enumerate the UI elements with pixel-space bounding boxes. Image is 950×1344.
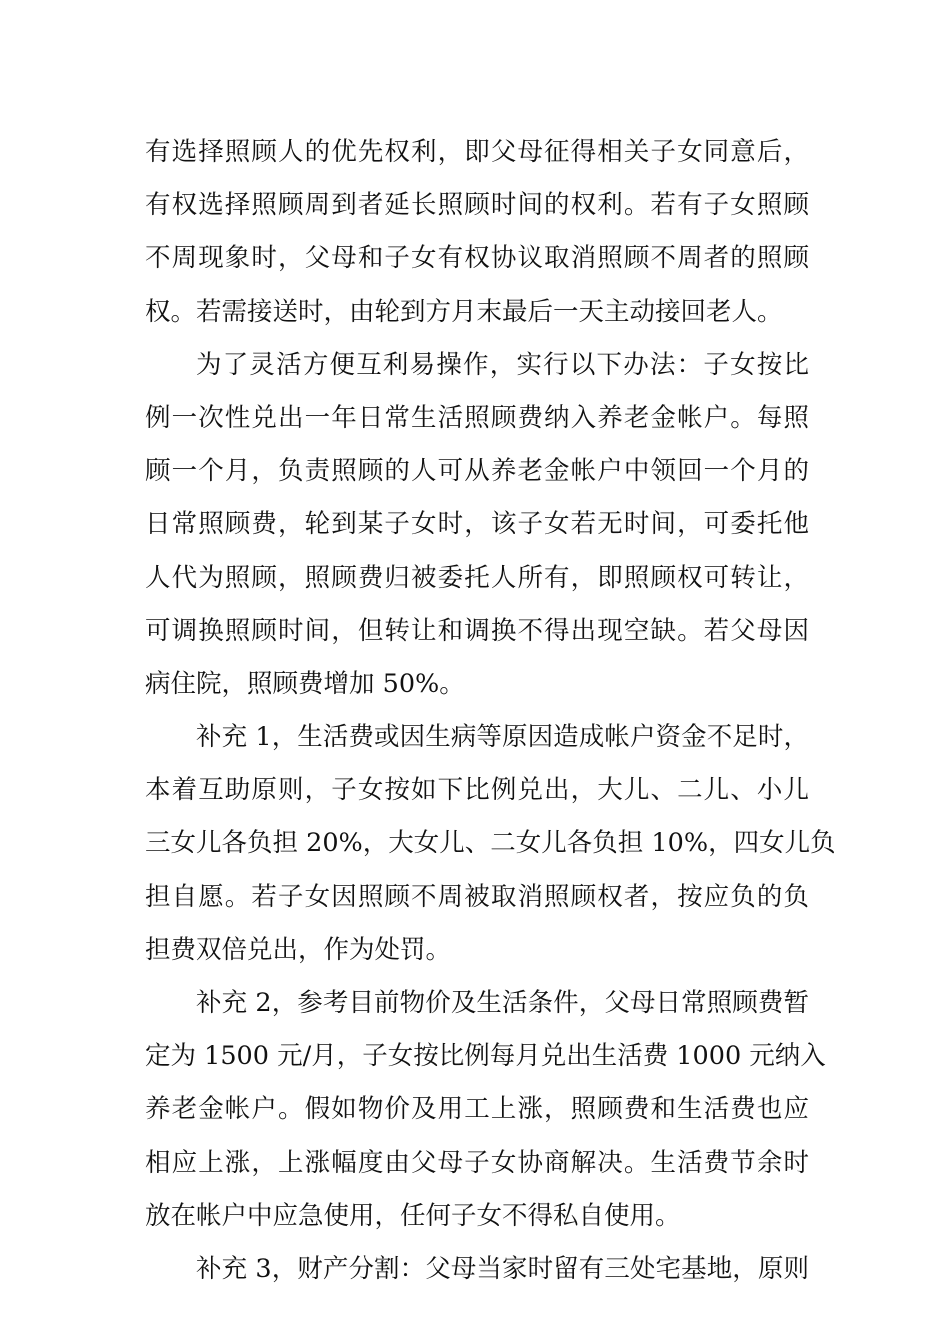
text-line: 养老金帐户。假如物价及用工上涨，照顾费和生活费也应 — [145, 1094, 809, 1125]
text-line: 放在帐户中应急使用，任何子女不得私自使用。 — [145, 1200, 681, 1231]
text-line: 定为 1500 元/月，子女按比例每月兑出生活费 1000 元纳入 — [145, 1041, 826, 1072]
paragraph-5 — [145, 1243, 809, 1296]
paragraph-3 — [145, 711, 836, 977]
text-line: 有权选择照顾周到者延长照顾时间的权利。若有子女照顾 — [145, 190, 809, 221]
text-line: 可调换照顾时间，但转让和调换不得出现空缺。若父母因 — [145, 615, 809, 646]
text-line: 病住院，照顾费增加 50%。 — [145, 668, 465, 699]
paragraph-2 — [145, 339, 809, 711]
text-line: 有选择照顾人的优先权利，即父母征得相关子女同意后， — [145, 137, 809, 167]
text-line: 例一次性兑出一年日常生活照顾费纳入养老金帐户。每照 — [145, 402, 809, 433]
text-line: 补充 1，生活费或因生病等原因造成帐户资金不足时， — [196, 722, 809, 753]
text-line: 不周现象时，父母和子女有权协议取消照顾不周者的照顾 — [145, 243, 809, 274]
text-line: 顾一个月，负责照顾的人可从养老金帐户中领回一个月的 — [145, 456, 809, 487]
text-line: 为了灵活方便互利易操作，实行以下办法：子女按比 — [196, 349, 809, 380]
paragraph-4 — [145, 977, 826, 1243]
text-line: 相应上涨，上涨幅度由父母子女协商解决。生活费节余时 — [145, 1147, 809, 1178]
text-line: 担费双倍兑出，作为处罚。 — [145, 934, 452, 965]
text-line: 人代为照顾，照顾费归被委托人所有，即照顾权可转让， — [145, 562, 809, 593]
text-line: 担自愿。若子女因照顾不周被取消照顾权者，按应负的负 — [145, 881, 809, 912]
text-line: 补充 3，财产分割：父母当家时留有三处宅基地，原则 — [196, 1253, 809, 1284]
text-line: 日常照顾费，轮到某子女时，该子女若无时间，可委托他 — [145, 509, 809, 540]
text-line: 权。若需接送时，由轮到方月末最后一天主动接回老人。 — [145, 296, 783, 327]
paragraph-1 — [145, 126, 809, 339]
text-line: 三女儿各负担 20%，大女儿、二女儿各负担 10%，四女儿负 — [145, 828, 836, 859]
document-body — [145, 126, 836, 1296]
text-line: 补充 2，参考目前物价及生活条件，父母日常照顾费暂 — [196, 988, 809, 1018]
text-line: 本着互助原则，子女按如下比例兑出，大儿、二儿、小儿 — [145, 775, 809, 806]
